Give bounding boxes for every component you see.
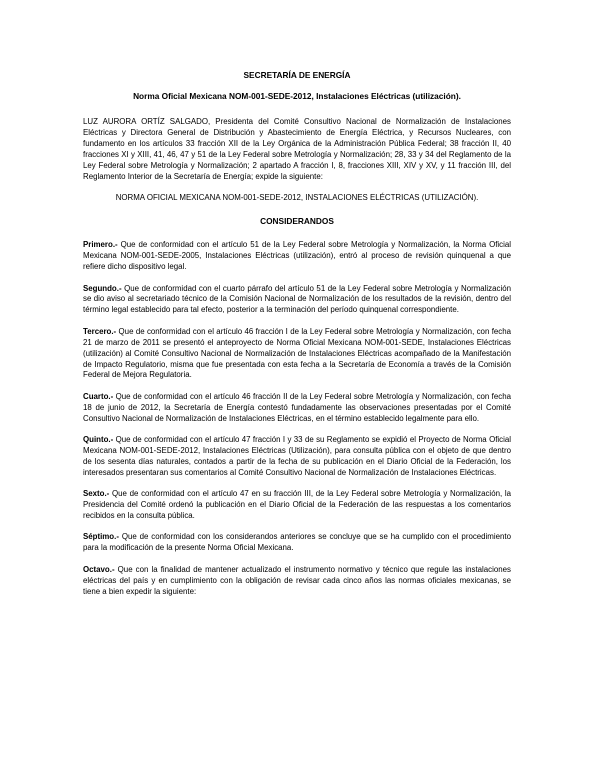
paragraph-text: Que de conformidad con el artículo 46 fracción I de la Ley Federal sobre Metrología y Normalización, con fecha 21 de marzo de 2011 se presentó el anteproyecto de Norma Oficial Mexicana NOM-001-SEDE, Instalaciones Eléctricas (utilización) al Comité Consultivo Nacional de Normalización de Instalaciones Eléctricas acompañado de la Manifestación de Impacto Regulatorio, misma que fue presentada con esta fecha a la Secretaría de Economía a través de la Comisión Federal de Mejora Regulatoria. bbox=[83, 326, 511, 380]
considerando-quinto bbox=[83, 435, 511, 479]
considerando-primero bbox=[83, 240, 511, 273]
considerando-segundo bbox=[83, 284, 511, 317]
considerando-octavo bbox=[83, 565, 511, 598]
ministry-heading: SECRETARÍA DE ENERGÍA bbox=[243, 70, 351, 80]
considerando-tercero bbox=[83, 327, 511, 382]
paragraph-text: Que con la finalidad de mantener actualizado el instrumento normativo y técnico que regule las instalaciones eléctricas del país y en cumplimiento con la obligación de revisar cada cinco años las normas oficiales mexicanas, se tiene a bien expedir la siguiente: bbox=[83, 564, 511, 596]
paragraph-text: Que de conformidad con el artículo 46 fracción II de la Ley Federal sobre Metrología y Normalización, con fecha 18 de junio de 2012, la Secretaría de Energía contestó fundadamente las observaciones presentadas por el Comité Consultivo Nacional de Normalización de Instalaciones Eléctricas, en el término establecido legalmente para ello. bbox=[83, 391, 511, 423]
paragraph-text: Que de conformidad con los considerandos anteriores se concluye que se ha cumplido con el procedimiento para la modificación de la presente Norma Oficial Mexicana. bbox=[83, 532, 511, 553]
paragraph-label: Séptimo.- bbox=[83, 532, 119, 542]
considerando-cuarto bbox=[83, 392, 511, 425]
norm-title: NORMA OFICIAL MEXICANA NOM-001-SEDE-2012, INSTALACIONES ELÉCTRICAS (UTILIZACIÓN). bbox=[115, 193, 479, 203]
paragraph-label: Octavo.- bbox=[83, 564, 115, 574]
paragraph-text: Que de conformidad con el artículo 47 fracción I y 33 de su Reglamento se expidió el Proyecto de Norma Oficial Mexicana NOM-001-SEDE-2012, Instalaciones Eléctricas (Utilización), para consulta pública con el objeto de que dentro de los sesenta días naturales, contados a partir de la fecha de su publicación en el Diario Oficial de la Federación, los interesados presentaran sus comentarios al Comité Consultivo Nacional de Normalización de Instalaciones Eléctricas. bbox=[83, 435, 511, 477]
paragraph-label: Segundo.- bbox=[83, 283, 122, 293]
considerando-sexto bbox=[83, 489, 511, 522]
norm-subheading: Norma Oficial Mexicana NOM-001-SEDE-2012, Instalaciones Eléctricas (utilización). bbox=[133, 91, 461, 101]
paragraph-text: Que de conformidad con el artículo 47 en su fracción III, de la Ley Federal sobre Metrología y Normalización, la Presidencia del Comité ordenó la publicación en el Diario Oficial de la Federación de las respuestas a los comentarios recibidos en la consulta pública. bbox=[83, 489, 511, 520]
paragraph-label: Sexto.- bbox=[83, 489, 110, 499]
paragraph-label: Tercero.- bbox=[83, 326, 117, 336]
intro-paragraph: LUZ AURORA ORTÍZ SALGADO, Presidenta del Comité Consultivo Nacional de Normalización de Instalaciones Eléctricas y Directora General de Distribución y Abastecimiento de Energía Eléctrica, y Recursos Nucleares, con fundamento en los artículos 33 fracción XII de la Ley Orgánica de la Administración Pública Federal; 38 fracción II, 40 fracciones XI y XIII, 41, 46, 47 y 51 de la Ley Federal sobre Metrología y Normalización; 28, 33 y 34 del Reglamento de la Ley Federal sobre Metrología y Normalización; 2 apartado A fracción I, 8, fracciones XIII, XIV y XV, y 11 fracción III, del Reglamento Interior de la Secretaría de Energía; expide la siguiente: bbox=[83, 117, 511, 181]
considerandos-heading: CONSIDERANDOS bbox=[260, 216, 334, 227]
paragraph-text: Que de conformidad con el cuarto párrafo del artículo 51 de la Ley Federal sobre Metrología y Normalización se dio aviso al secretariado técnico de la Comisión Nacional de Normalización de los resultados de la revisión, dentro del término legal establecido para tal efecto, posterior a la terminación del período quinquenal correspondiente. bbox=[83, 283, 511, 315]
paragraph-label: Cuarto.- bbox=[83, 391, 114, 401]
paragraph-text: Que de conformidad con el artículo 51 de la Ley Federal sobre Metrología y Normalización, la Norma Oficial Mexicana NOM-001-SEDE-2005, Instalaciones Eléctricas (utilización), entró al proceso de revisión quinquenal a que refiere dicho dispositivo legal. bbox=[83, 240, 511, 272]
paragraph-label: Quinto.- bbox=[83, 435, 114, 445]
considerando-septimo bbox=[83, 532, 511, 554]
paragraph-label: Primero.- bbox=[83, 240, 118, 250]
